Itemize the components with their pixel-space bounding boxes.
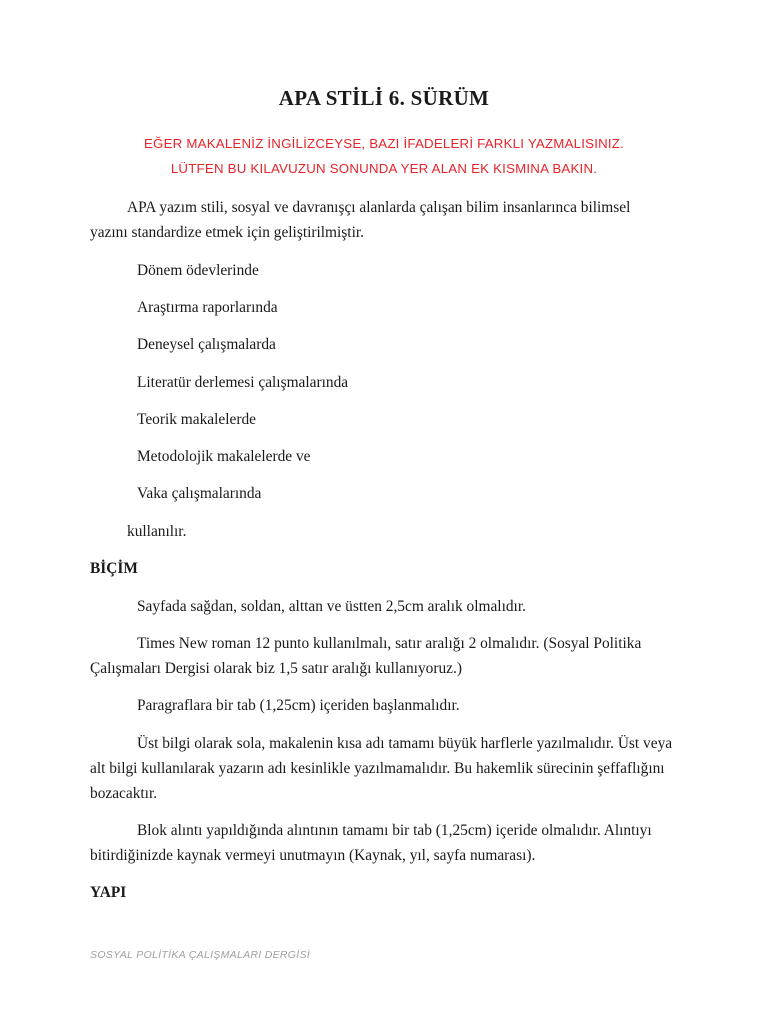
list-item: Literatür derlemesi çalışmalarında xyxy=(137,374,349,391)
list-item: Teorik makalelerde xyxy=(137,411,256,428)
format-paragraph-3-line-1: Paragraflara bir tab (1,25cm) içeriden başlanmalıdır. xyxy=(137,697,460,714)
notice-line-2: LÜTFEN BU KILAVUZUN SONUNDA YER ALAN EK KISMINA BAKIN. xyxy=(170,161,598,176)
intro-line-2: yazını standardize etmek için geliştirilmiştir. xyxy=(90,224,364,241)
list-item: Metodolojik makalelerde ve xyxy=(137,448,311,465)
format-paragraph-1-line-1: Sayfada sağdan, soldan, alttan ve üstten 2,5cm aralık olmalıdır. xyxy=(137,598,526,615)
intro-line-1: APA yazım stili, sosyal ve davranışçı alanlarda çalışan bilim insanlarınca bilimsel xyxy=(127,199,631,216)
format-paragraph-4-line-2: alt bilgi kullanılarak yazarın adı kesinlikle yazılmamalıdır. Bu hakemlik sürecinin şeffaflığını xyxy=(90,760,665,777)
document-title: APA STİLİ 6. SÜRÜM xyxy=(278,86,490,110)
format-paragraph-4-line-1: Üst bilgi olarak sola, makalenin kısa adı tamamı büyük harflerle yazılmalıdır. Üst veya xyxy=(137,735,673,752)
section-heading-format: BİÇİM xyxy=(90,560,138,577)
format-paragraph-2-line-1: Times New roman 12 punto kullanılmalı, satır aralığı 2 olmalıdır. (Sosyal Politika xyxy=(137,635,642,652)
list-item: Vaka çalışmalarında xyxy=(137,485,262,502)
format-paragraph-5-line-1: Blok alıntı yapıldığında alıntının tamamı bir tab (1,25cm) içeride olmalıdır. Alıntıyı xyxy=(137,822,652,839)
format-paragraph-5-line-2: bitirdiğinizde kaynak vermeyi unutmayın (Kaynak, yıl, sayfa numarası). xyxy=(90,847,536,864)
section-heading-structure: YAPI xyxy=(90,884,127,901)
list-end: kullanılır. xyxy=(127,523,187,540)
list-item: Deneysel çalışmalarda xyxy=(137,336,276,353)
format-paragraph-4-line-3: bozacaktır. xyxy=(90,785,158,802)
format-paragraph-2-line-2: Çalışmaları Dergisi olarak biz 1,5 satır aralığı kullanıyoruz.) xyxy=(90,660,462,677)
list-item: Dönem ödevlerinde xyxy=(137,262,259,279)
notice-line-1: EĞER MAKALENİZ İNGİLİZCEYSE, BAZI İFADELERİ FARKLI YAZMALISINIZ. xyxy=(143,136,625,151)
list-item: Araştırma raporlarında xyxy=(137,299,278,316)
page-footer: SOSYAL POLİTİKA ÇALIŞMALARI DERGİSİ xyxy=(90,949,310,961)
